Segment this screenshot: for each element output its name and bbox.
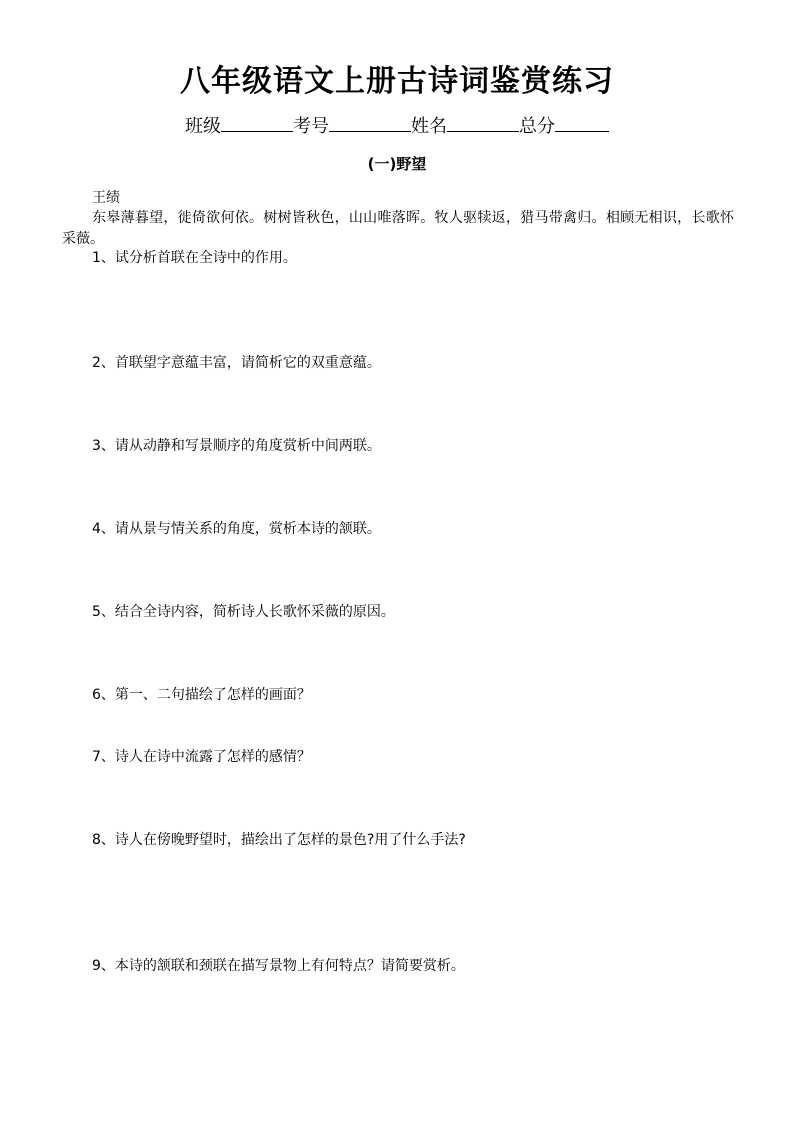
question-1: 1、试分析首联在全诗中的作用。 <box>92 250 297 266</box>
question-3: 3、请从动静和写景顺序的角度赏析中间两联。 <box>92 438 381 454</box>
class-blank[interactable] <box>221 113 293 132</box>
score-label: 总分 <box>519 116 555 137</box>
question-2: 2、首联望字意蕴丰富，请简析它的双重意蕴。 <box>92 355 381 371</box>
poem-author: 王绩 <box>92 190 120 206</box>
question-5: 5、结合全诗内容，简析诗人长歌怀采薇的原因。 <box>92 604 395 620</box>
question-6: 6、第一、二句描绘了怎样的画面？ <box>92 687 311 703</box>
question-4: 4、请从景与情关系的角度，赏析本诗的颔联。 <box>92 521 381 537</box>
exam-no-blank[interactable] <box>329 113 411 132</box>
worksheet-title: 八年级语文上册古诗词鉴赏练习 <box>180 64 614 99</box>
exam-no-label: 考号 <box>293 116 329 137</box>
question-8: 8、诗人在傍晚野望时，描绘出了怎样的景色?用了什么手法? <box>92 832 466 848</box>
name-label: 姓名 <box>411 116 447 137</box>
poem-text: 东皋薄暮望，徙倚欲何依。树树皆秋色，山山唯落晖。牧人驱犊返，猎马带禽归。相顾无相识，长歌怀采薇。 <box>62 210 734 247</box>
name-blank[interactable] <box>447 113 519 132</box>
student-info-line <box>0 113 794 139</box>
section-title: (一)野望 <box>367 155 427 173</box>
question-9: 9、本诗的颔联和颈联在描写景物上有何特点？请简要赏析。 <box>92 958 465 974</box>
score-blank[interactable] <box>555 113 609 132</box>
class-label: 班级 <box>185 116 221 137</box>
question-7: 7、诗人在诗中流露了怎样的感情？ <box>92 749 311 765</box>
